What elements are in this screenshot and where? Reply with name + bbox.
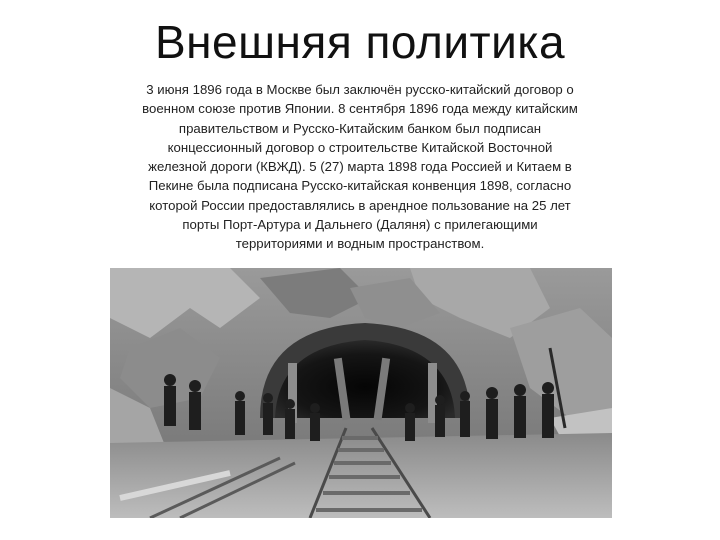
body-line: которой России предоставлялись в арендное пользование на 25 лет xyxy=(149,197,571,213)
body-line: военном союзе против Японии. 8 сентября 1896 года между китайским xyxy=(142,101,578,117)
body-line: правительством и Русско-Китайским банком был подписан xyxy=(178,120,542,136)
body-line: железной дороги (КВЖД). 5 (27) марта 1898 года Россией и Китаем в xyxy=(148,159,572,175)
tunnel-construction-photo xyxy=(110,268,612,518)
body-line: территориями и водным пространством. xyxy=(235,236,485,252)
body-line: концессионный договор о строительстве Китайской Восточной xyxy=(167,139,553,155)
body-line: порты Порт-Артура и Дальнего (Даляня) с прилегающими xyxy=(182,217,538,233)
body-line: 3 июня 1896 года в Москве был заключён русско-китайский договор о xyxy=(146,82,574,97)
photo-illustration xyxy=(110,268,612,518)
slide-title: Внешняя политика xyxy=(154,16,566,68)
slide-body-text xyxy=(110,80,610,254)
body-line: Пекине была подписана Русско-китайская конвенция 1898, согласно xyxy=(148,178,572,194)
